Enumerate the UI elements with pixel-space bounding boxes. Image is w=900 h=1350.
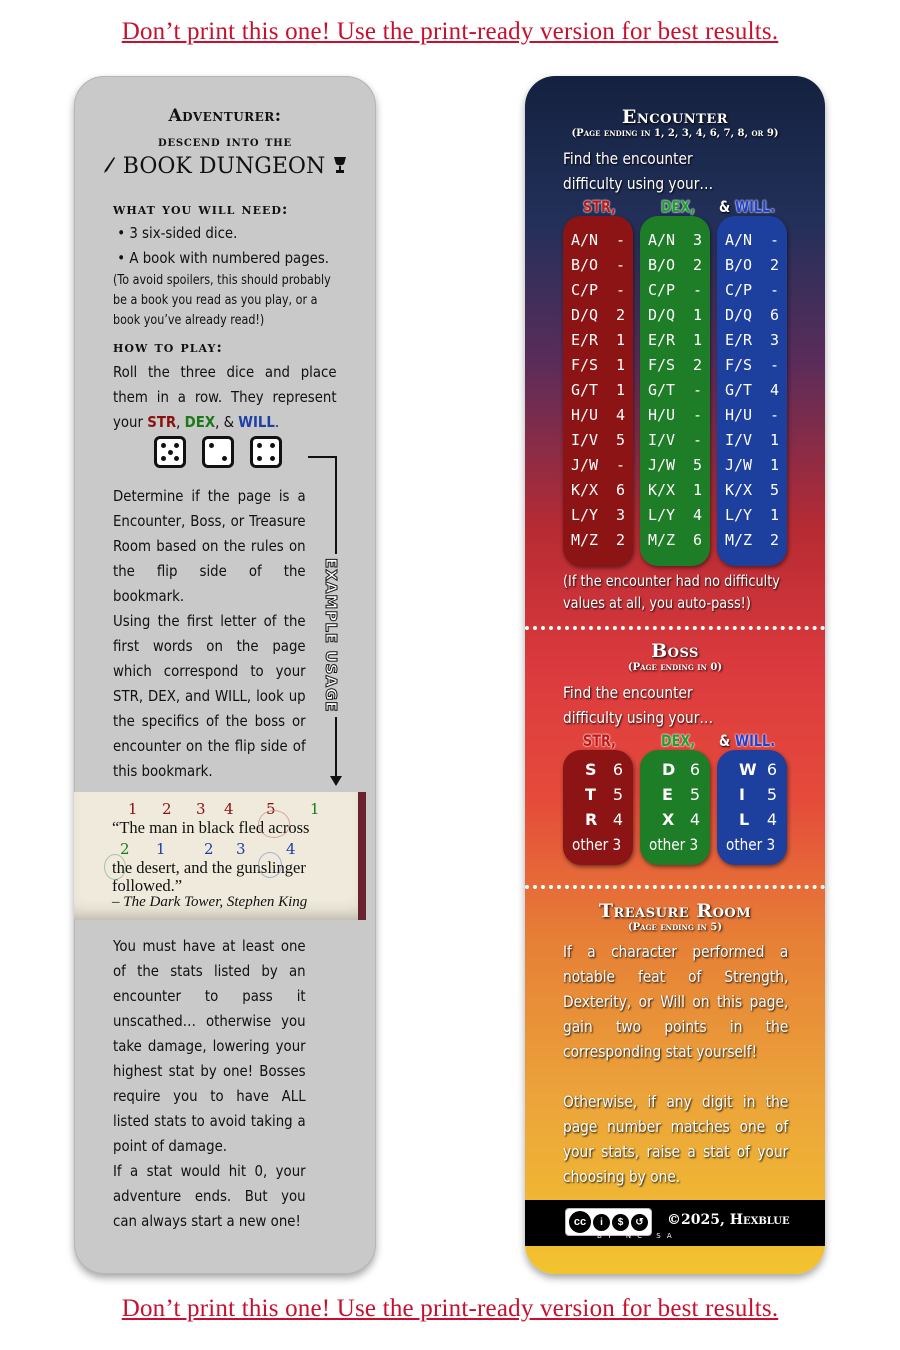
row-letters: D/Q (725, 306, 753, 324)
divider (525, 626, 825, 630)
encounter-row (563, 278, 633, 303)
boss-dex-column (640, 750, 710, 865)
row-letters: L/Y (571, 506, 599, 524)
play-text: Roll the three dice and place them in a row. They represent your STR, DEX, & WILL. (113, 363, 337, 431)
encounter-title: Encounter (621, 106, 729, 128)
row-value: 2 (769, 256, 779, 274)
encounter-row (717, 303, 787, 328)
row-letters: E/R (648, 331, 676, 349)
encounter-row (563, 503, 633, 528)
row-value: - (769, 406, 779, 424)
boss-subtitle: (Page ending in 0) (627, 662, 723, 673)
row-letters: C/P (725, 281, 753, 299)
boss-letter: S (585, 760, 597, 779)
row-value: 2 (769, 531, 779, 549)
example-usage-label: EXAMPLE USAGE (322, 554, 340, 717)
row-letters: G/T (571, 381, 599, 399)
row-letters: J/W (725, 456, 753, 474)
row-letters: M/Z (571, 531, 599, 549)
by-icon: i (593, 1214, 610, 1231)
end-text: If a stat would hit 0, your adventure ends. But you can always start a new one! (113, 1162, 306, 1230)
row-value: 3 (769, 331, 779, 349)
encounter-row (563, 303, 633, 328)
encounter-row (717, 478, 787, 503)
encounter-row (563, 428, 633, 453)
encounter-row (640, 428, 710, 453)
row-value: 6 (769, 306, 779, 324)
quote-line2: the desert, and the gunslinger (112, 858, 306, 877)
row-value: - (615, 456, 625, 474)
boss-other-row (640, 833, 710, 858)
bookmark-back (525, 76, 825, 1274)
boss-letter: T (585, 785, 596, 804)
quill-icon (102, 156, 116, 174)
title-book-dungeon-text: BOOK DUNGEON (122, 154, 326, 179)
row-letters: J/W (648, 456, 676, 474)
license-labels: BY NC SA (597, 1232, 678, 1240)
encounter-row (640, 453, 710, 478)
row-value: 5 (615, 431, 625, 449)
row-value: 2 (615, 306, 625, 324)
boss-hdr-amp: & (719, 731, 731, 750)
encounter-row (717, 253, 787, 278)
row-letters: I/V (571, 431, 599, 449)
boss-other: other 3 (649, 835, 699, 854)
boss-row (563, 783, 633, 808)
book-excerpt: 1 2 3 4 5 1 “The man in black fled across 2 1 2 3 4 the desert, and the gunslinger followed.” – The Dark Tower, Stephen King (74, 792, 358, 920)
encounter-row (717, 353, 787, 378)
boss-other: other 3 (572, 835, 622, 854)
boss-value: 5 (689, 785, 700, 804)
book-spine (358, 792, 366, 920)
boss-row (563, 758, 633, 783)
rules-text: You must have at least one of the stats listed by an encounter to pass it unscathed… otherwise you take damage, lowering your highest stat by one! Bosses require you to have ALL listed stats to avoid taking a point of damage. (113, 937, 306, 1155)
row-letters: A/N (571, 231, 599, 249)
boss-value: 6 (689, 760, 700, 779)
row-letters: F/S (571, 356, 599, 374)
copyright: ©2025, Hexblue (667, 1212, 790, 1228)
boss-letter: W (739, 760, 757, 779)
encounter-row (717, 528, 787, 553)
row-letters: E/R (725, 331, 753, 349)
arrow-down-icon (330, 776, 342, 786)
row-value: 1 (692, 481, 702, 499)
encounter-row (640, 353, 710, 378)
row-letters: D/Q (571, 306, 599, 324)
boss-letter: D (662, 760, 676, 779)
row-value: - (615, 231, 625, 249)
stat-will-label: WILL (238, 413, 275, 431)
encounter-text: Find the encounter difficulty using your… (563, 149, 714, 193)
row-value: 1 (692, 331, 702, 349)
need-item-book: • A book with numbered pages. (113, 249, 330, 267)
row-letters: K/X (725, 481, 753, 499)
row-value: 1 (615, 331, 625, 349)
row-letters: G/T (648, 381, 676, 399)
bookmark-front (74, 76, 376, 1274)
boss-text: Find the encounter difficulty using your… (563, 683, 714, 727)
boss-str-column (563, 750, 633, 865)
row-letters: C/P (571, 281, 599, 299)
row-letters: I/V (725, 431, 753, 449)
boss-row (640, 808, 710, 833)
boss-row (640, 758, 710, 783)
boss-value: 4 (612, 810, 623, 829)
highlight-circle (258, 810, 290, 838)
row-letters: J/W (571, 456, 599, 474)
sa-icon: ↺ (631, 1214, 648, 1231)
die-dex (202, 436, 234, 468)
nc-icon: $ (612, 1214, 629, 1231)
play-heading: how to play: (113, 338, 223, 356)
hdr-str: STR, (583, 197, 616, 216)
warning-banner-bottom: Don’t print this one! Use the print-ready version for best results. (121, 1295, 779, 1322)
encounter-row (640, 278, 710, 303)
row-letters: B/O (571, 256, 599, 274)
encounter-row (563, 478, 633, 503)
row-value: 1 (615, 356, 625, 374)
row-value: 4 (615, 406, 625, 424)
title-book-dungeon (74, 154, 376, 179)
row-value: 3 (692, 231, 702, 249)
encounter-subtitle: (Page ending in 1, 2, 3, 4, 6, 7, 8, or 9) (571, 128, 779, 139)
encounter-row (563, 453, 633, 478)
row-value: - (692, 431, 702, 449)
row-value: - (692, 406, 702, 424)
determine-text: Determine if the page is a Encounter, Boss, or Treasure Room based on the rules on the flip side of the bookmark. (113, 487, 306, 605)
encounter-row (717, 428, 787, 453)
row-value: 1 (615, 381, 625, 399)
row-value: 6 (692, 531, 702, 549)
row-value: 5 (769, 481, 779, 499)
encounter-row (717, 378, 787, 403)
row-letters: H/U (648, 406, 676, 424)
row-letters: A/N (648, 231, 676, 249)
row-value: - (769, 281, 779, 299)
encounter-row (640, 403, 710, 428)
encounter-row (563, 353, 633, 378)
encounter-row (563, 528, 633, 553)
boss-value: 5 (766, 785, 777, 804)
encounter-row (563, 253, 633, 278)
row-value: 1 (769, 456, 779, 474)
boss-hdr-str: STR, (583, 731, 616, 750)
die-str (154, 436, 186, 468)
row-value: - (615, 256, 625, 274)
cc-icon: cc (569, 1211, 591, 1233)
boss-hdr-dex: DEX, (661, 731, 696, 750)
dice-row (154, 436, 282, 468)
boss-letter: E (662, 785, 673, 804)
boss-letter: L (739, 810, 750, 829)
license-footer (525, 1200, 825, 1246)
row-letters: H/U (571, 406, 599, 424)
row-value: 1 (692, 306, 702, 324)
need-heading: what you will need: (113, 200, 289, 218)
row-value: 1 (769, 431, 779, 449)
boss-value: 4 (689, 810, 700, 829)
encounter-row (640, 253, 710, 278)
goblet-icon (332, 156, 348, 174)
treasure-text-1: If a character performed a notable feat of Strength, Dexterity, or Will on this page, gain two points in the corresponding stat yourself! (563, 942, 789, 1061)
row-letters: K/X (571, 481, 599, 499)
row-letters: A/N (725, 231, 753, 249)
hdr-amp: & (719, 197, 731, 216)
encounter-row (563, 328, 633, 353)
encounter-will-column (717, 216, 787, 566)
encounter-str-column (563, 216, 633, 566)
encounter-dex-column (640, 216, 710, 566)
boss-row (563, 808, 633, 833)
encounter-row (640, 328, 710, 353)
need-list (113, 221, 337, 271)
need-item-dice: • 3 six-sided dice. (113, 224, 238, 242)
row-letters: F/S (648, 356, 676, 374)
row-value: - (692, 381, 702, 399)
encounter-row (640, 378, 710, 403)
boss-letter: X (662, 810, 675, 829)
boss-other: other 3 (726, 835, 776, 854)
quote-line1: “The man in black fled across (112, 818, 310, 837)
highlight-circle (104, 854, 126, 880)
encounter-row (717, 278, 787, 303)
row-letters: D/Q (648, 306, 676, 324)
encounter-row (640, 503, 710, 528)
encounter-row (563, 403, 633, 428)
encounter-note: (If the encounter had no difficulty values at all, you auto-pass!) (563, 572, 780, 612)
encounter-row (640, 228, 710, 253)
boss-hdr-will: WILL. (735, 731, 776, 750)
quote-line3: followed.” (112, 876, 183, 895)
row-value: 2 (692, 356, 702, 374)
encounter-row (717, 328, 787, 353)
row-value: - (769, 356, 779, 374)
treasure-title: Treasure Room (598, 900, 752, 922)
row-value: 2 (615, 531, 625, 549)
row-value: 3 (615, 506, 625, 524)
row-value: 6 (615, 481, 625, 499)
row-letters: F/S (725, 356, 753, 374)
row-letters: M/Z (648, 531, 676, 549)
encounter-row (563, 378, 633, 403)
hdr-dex: DEX, (661, 197, 696, 216)
encounter-row (640, 303, 710, 328)
treasure-subtitle: (Page ending in 5) (627, 922, 723, 933)
boss-value: 6 (766, 760, 777, 779)
title-adventurer: Adventurer: (168, 106, 282, 126)
row-value: - (615, 281, 625, 299)
encounter-row (717, 228, 787, 253)
row-value: 5 (692, 456, 702, 474)
encounter-row (640, 478, 710, 503)
row-letters: B/O (725, 256, 753, 274)
boss-value: 4 (766, 810, 777, 829)
boss-title: Boss (651, 640, 699, 662)
row-letters: B/O (648, 256, 676, 274)
divider (525, 885, 825, 889)
row-letters: G/T (725, 381, 753, 399)
die-will (250, 436, 282, 468)
encounter-row (717, 403, 787, 428)
row-value: 2 (692, 256, 702, 274)
row-value: 4 (692, 506, 702, 524)
boss-value: 5 (612, 785, 623, 804)
row-letters: L/Y (725, 506, 753, 524)
boss-other-row (717, 833, 787, 858)
treasure-text-2: Otherwise, if any digit in the page number matches one of your stats, raise a stat of your choosing by one. (563, 1092, 789, 1186)
boss-value: 6 (612, 760, 623, 779)
row-value: - (769, 231, 779, 249)
row-letters: E/R (571, 331, 599, 349)
boss-row (717, 808, 787, 833)
warning-banner-top: Don’t print this one! Use the print-ready version for best results. (121, 18, 779, 45)
row-value: 4 (769, 381, 779, 399)
boss-letter: R (585, 810, 598, 829)
encounter-row (640, 528, 710, 553)
boss-other-row (563, 833, 633, 858)
quote-attribution: – The Dark Tower, Stephen King (112, 894, 308, 910)
stat-dex-label: DEX (184, 413, 216, 431)
highlight-circle (258, 852, 282, 878)
row-letters: K/X (648, 481, 676, 499)
row-letters: H/U (725, 406, 753, 424)
stat-str-label: STR (147, 413, 177, 431)
row-letters: M/Z (725, 531, 753, 549)
title-descend: descend into the (158, 134, 292, 150)
encounter-row (717, 503, 787, 528)
boss-row (640, 783, 710, 808)
boss-will-column (717, 750, 787, 865)
boss-row (717, 783, 787, 808)
encounter-row (563, 228, 633, 253)
hdr-will: WILL. (735, 197, 776, 216)
row-letters: I/V (648, 431, 676, 449)
need-note: (To avoid spoilers, this should probably be a book you read as you play, or a book you’ve already read!) (113, 273, 331, 328)
arrow-connector (308, 456, 335, 458)
row-value: 1 (769, 506, 779, 524)
encounter-row (717, 453, 787, 478)
row-value: - (692, 281, 702, 299)
using-text: Using the first letter of the first words on the page which correspond to your STR, DEX, and WILL, look up the specifics of the boss or encounter on the flip side of this bookmark. (113, 612, 306, 780)
row-letters: C/P (648, 281, 676, 299)
row-letters: L/Y (648, 506, 676, 524)
boss-row (717, 758, 787, 783)
boss-letter: I (739, 785, 745, 804)
